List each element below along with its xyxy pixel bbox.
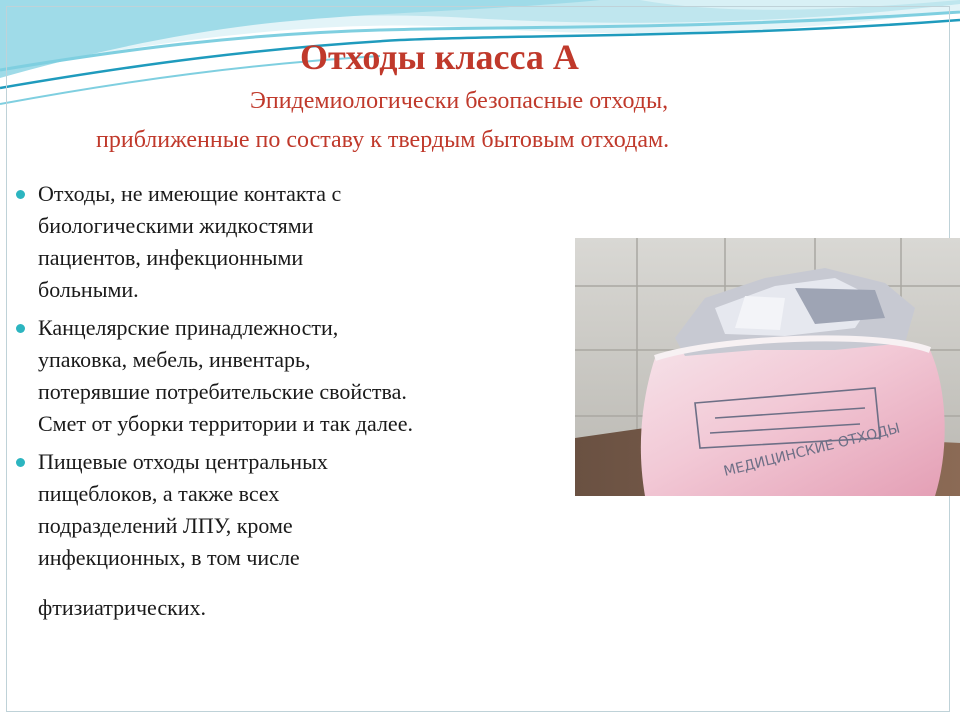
waste-bag-photo <box>575 238 960 496</box>
bullet-text-tail: фтизиатрических. <box>38 595 207 620</box>
bullet-dot-icon <box>16 190 25 199</box>
slide-subtitle-line-1: Эпидемиологически безопасные отходы, <box>250 88 669 114</box>
bullet-list <box>16 178 576 630</box>
slide-subtitle-line-2: приближенные по составу к твердым бытовым отходам. <box>96 127 670 153</box>
bullet-text: Пищевые отходы центральных пищеблоков, а также всех подразделений ЛПУ, кроме инфекционных, в том числе <box>38 449 328 570</box>
bag-print-text: МЕДИЦИНСКИЕ ОТХОДЫ <box>722 420 902 480</box>
bullet-item <box>16 312 576 440</box>
bullet-text: Канцелярские принадлежности, упаковка, мебель, инвентарь, потерявшие потребительские свойства. Смет от уборки территории и так далее. <box>38 315 413 436</box>
bullet-dot-icon <box>16 324 25 333</box>
bullet-item <box>16 446 576 624</box>
waste-bag-photo-icon <box>575 238 960 496</box>
bullet-text: Отходы, не имеющие контакта с биологическими жидкостями пациентов, инфекционными больными. <box>38 181 342 302</box>
bullet-item <box>16 178 576 306</box>
slide-title: Отходы класса А <box>300 37 579 77</box>
bullet-dot-icon <box>16 458 25 467</box>
